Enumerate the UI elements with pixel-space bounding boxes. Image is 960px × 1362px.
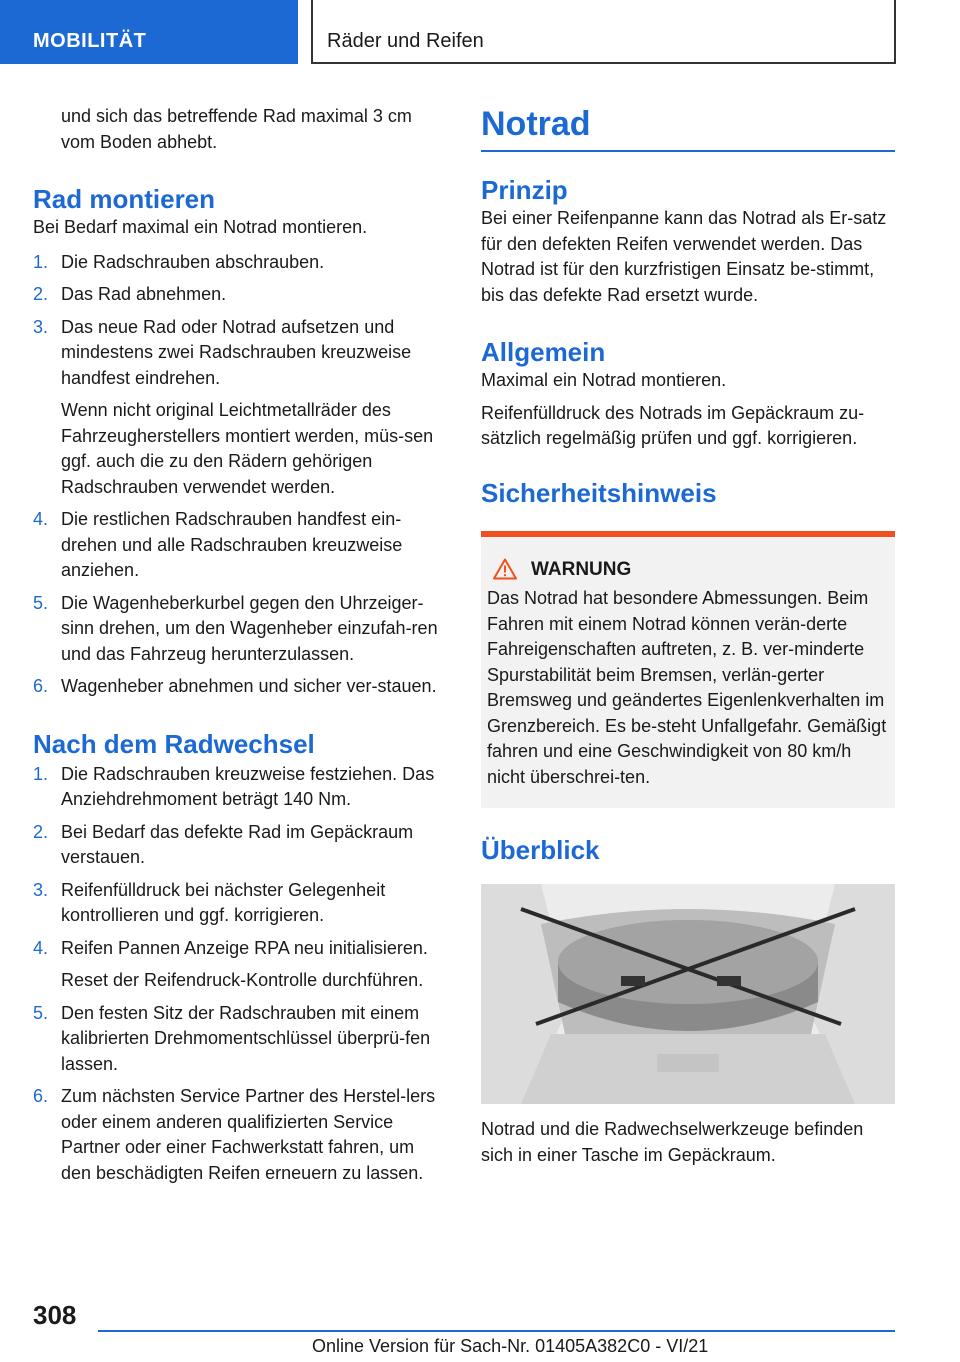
mount-heading: Rad montieren bbox=[33, 184, 216, 214]
warning-header bbox=[487, 557, 889, 583]
intro-text: und sich das betreffende Rad maximal 3 cm vom Boden abhebt. bbox=[61, 106, 412, 152]
list-item bbox=[33, 1001, 449, 1078]
notrad-title: Notrad bbox=[481, 105, 591, 143]
mount-text: Bei Bedarf maximal ein Notrad montieren. bbox=[33, 217, 368, 237]
principle-text: Bei einer Reifenpanne kann das Notrad als Er-satz für den defekten Reifen verwendet werden. Das Notrad ist für den kurzfristigen Einsatz be-stimmt, bis das defekte Rad ersetzt wurde. bbox=[481, 208, 887, 305]
step-text: Die Radschrauben abschrauben. bbox=[61, 251, 325, 272]
overview-heading: Überblick bbox=[481, 835, 600, 865]
list-item bbox=[33, 820, 449, 871]
step-number: 6. bbox=[33, 676, 49, 696]
principle-heading: Prinzip bbox=[481, 175, 568, 205]
step-number: 1. bbox=[33, 251, 49, 272]
general-heading: Allgemein bbox=[481, 337, 606, 367]
after-steps bbox=[33, 762, 449, 1187]
general-text-1: Maximal ein Notrad montieren. bbox=[481, 370, 727, 390]
overview-caption: Notrad und die Radwechselwerkzeuge befinden sich in einer Tasche im Gepäckraum. bbox=[481, 1119, 864, 1165]
header-section-label: MOBILITÄT bbox=[33, 30, 147, 52]
step-text: Den festen Sitz der Radschrauben mit einem kalibrierten Drehmomentschlüssel überprü-fen lassen. bbox=[61, 1002, 431, 1074]
after-heading: Nach dem Radwechsel bbox=[33, 728, 315, 759]
header-section-tab bbox=[0, 0, 298, 64]
header-chapter-tab bbox=[311, 0, 896, 64]
step-number: 1. bbox=[33, 763, 49, 784]
trunk-spare-wheel-image bbox=[481, 884, 895, 1104]
general-text-2: Reifenfülldruck des Notrads im Gepäckraum zu-sätzlich regelmäßig prüfen und ggf. korrigieren. bbox=[481, 402, 865, 448]
step-number: 3. bbox=[33, 879, 49, 900]
page-number: 308 bbox=[33, 1300, 77, 1330]
step-text: Die Radschrauben kreuzweise festziehen. Das Anziehdrehmoment beträgt 140 Nm. bbox=[61, 763, 435, 809]
list-item bbox=[33, 315, 449, 501]
step-note: Reset der Reifendruck-Kontrolle durchführen. bbox=[61, 970, 424, 990]
footer-text: Online Version für Sach-Nr. 01405A382C0 - VI/21 bbox=[312, 1336, 709, 1356]
step-text: Bei Bedarf das defekte Rad im Gepäckraum verstauen. bbox=[61, 821, 414, 867]
list-item bbox=[33, 591, 449, 668]
step-number: 6. bbox=[33, 1086, 49, 1106]
left-column bbox=[33, 104, 449, 1186]
step-text: Das neue Rad oder Notrad aufsetzen und mindestens zwei Radschrauben kreuzweise handfest eindrehen. bbox=[61, 316, 412, 388]
mount-steps bbox=[33, 250, 449, 700]
list-item bbox=[33, 674, 449, 700]
step-note: Wenn nicht original Leichtmetallräder des Fahrzeugherstellers montiert werden, müs-sen ggf. auch die zu den Rädern gehörigen Radschrauben verwendet werden. bbox=[61, 400, 434, 497]
warning-text: Das Notrad hat besondere Abmessungen. Beim Fahren mit einem Notrad können verän-derte Fahreigenschaften auftreten, z. B. ver-minderte Spurstabilität beim Bremsen, verlän-gerter Bremsweg und geändertes Eigenlenkverhalten im Grenzbereich. Es be-steht Unfallgefahr. Gemäßigt fahren und eine Geschwindigkeit von 80 km/h nicht überschrei-ten. bbox=[487, 588, 887, 787]
warning-label: WARNUNG bbox=[531, 558, 632, 580]
list-item bbox=[33, 936, 449, 994]
step-number: 2. bbox=[33, 284, 49, 304]
title-divider bbox=[481, 150, 895, 152]
step-text: Die restlichen Radschrauben handfest ein-drehen und alle Radschrauben kreuzweise anziehen. bbox=[61, 509, 403, 580]
step-number: 5. bbox=[33, 1002, 49, 1023]
list-item bbox=[33, 1084, 449, 1186]
list-item bbox=[33, 878, 449, 929]
footer-divider bbox=[98, 1330, 895, 1332]
list-item bbox=[33, 507, 449, 584]
right-column bbox=[481, 104, 895, 1168]
step-number: 2. bbox=[33, 821, 49, 842]
step-number: 4. bbox=[33, 937, 49, 958]
step-number: 3. bbox=[33, 316, 49, 337]
header-chapter-label: Räder und Reifen bbox=[327, 30, 484, 52]
safety-heading: Sicherheitshinweis bbox=[481, 477, 717, 508]
step-number: 5. bbox=[33, 592, 49, 613]
step-text: Reifenfülldruck bei nächster Gelegenheit kontrollieren und ggf. korrigieren. bbox=[61, 879, 386, 925]
step-text: Reifen Pannen Anzeige RPA neu initialisieren. bbox=[61, 937, 428, 958]
step-text: Die Wagenheberkurbel gegen den Uhrzeiger-sinn drehen, um den Wagenheber einzufah-ren und das Fahrzeug herunterzulassen. bbox=[61, 592, 438, 664]
step-text: Zum nächsten Service Partner des Herstel-lers oder einem anderen qualifizierten Service Partner oder einer Fachwerkstatt fahren, um den beschädigten Reifen erneuern zu lassen. bbox=[61, 1086, 436, 1183]
step-number: 4. bbox=[33, 509, 49, 529]
list-item bbox=[33, 250, 449, 276]
list-item bbox=[33, 282, 449, 308]
warning-triangle-icon bbox=[493, 558, 517, 580]
trunk-illustration bbox=[481, 884, 895, 1104]
step-text: Das Rad abnehmen. bbox=[61, 284, 227, 304]
step-text: Wagenheber abnehmen und sicher ver-stauen. bbox=[61, 676, 437, 696]
list-item bbox=[33, 762, 449, 813]
warning-box bbox=[481, 531, 895, 809]
